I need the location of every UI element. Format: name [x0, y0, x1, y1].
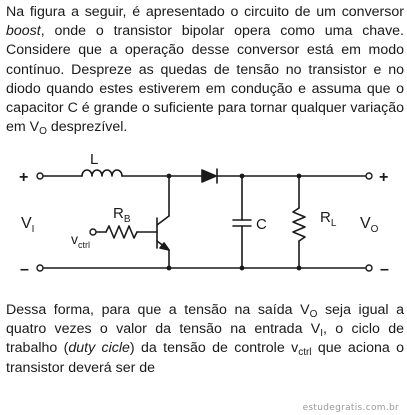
terminal-output-bottom	[366, 265, 372, 271]
plus-left-label: +	[19, 169, 29, 186]
rb-label: $R_B$	[113, 205, 131, 225]
junction-dot	[167, 266, 172, 271]
junction-dot	[297, 266, 302, 271]
question-text: Dessa forma, para que a tensão na saída $V_O$ seja igual a quatro vezes o valor da tensão na entrada $V_I$, o ciclo de trabalho (duty cicle) da tensão de controle $v_{ctrl}$ que aciona o transistor deverá ser de	[6, 302, 404, 376]
boost-term: boost	[6, 23, 41, 40]
terminal-input-top	[37, 173, 43, 179]
terminal-vctrl	[90, 229, 96, 235]
problem-statement: Na figura a seguir, é apresentado o circuito de um conversor boost, onde o transistor bipolar opera como uma chave. Considere que a operação desse conversor está em modo contínuo. Despreze as quedas de tensão no transistor e no diodo quando estes estiverem em condução e assuma que o capacitor C é grande o suficiente para tornar qualquer variação em $V_O$ desprezível.	[6, 4, 404, 138]
inductor-label: L	[90, 152, 99, 168]
duty-cycle-term: duty cicle	[68, 340, 130, 357]
watermark: estudegratis.com.br	[302, 403, 399, 413]
vctrl-label: $v_{ctrl}$	[71, 231, 90, 250]
load-resistor	[293, 208, 305, 241]
plus-right-label: +	[379, 169, 389, 186]
junction-dot	[240, 266, 245, 271]
collector-lead	[157, 216, 169, 225]
rl-label: $R_L$	[320, 209, 337, 229]
minus-right-label: –	[380, 261, 389, 278]
vo-label: $V_O$	[360, 215, 379, 235]
boost-converter-circuit	[0, 152, 407, 292]
junction-dot	[297, 174, 302, 179]
capacitor-label: C	[256, 216, 267, 233]
junction-dot	[167, 174, 172, 179]
base-resistor	[106, 226, 137, 238]
terminal-output-top	[366, 173, 372, 179]
diode-symbol	[202, 170, 216, 182]
terminal-input-bottom	[37, 265, 43, 271]
vi-label: $V_I$	[21, 215, 35, 235]
minus-left-label: –	[20, 261, 29, 278]
inductor-coil	[82, 170, 122, 176]
junction-dot	[240, 174, 245, 179]
